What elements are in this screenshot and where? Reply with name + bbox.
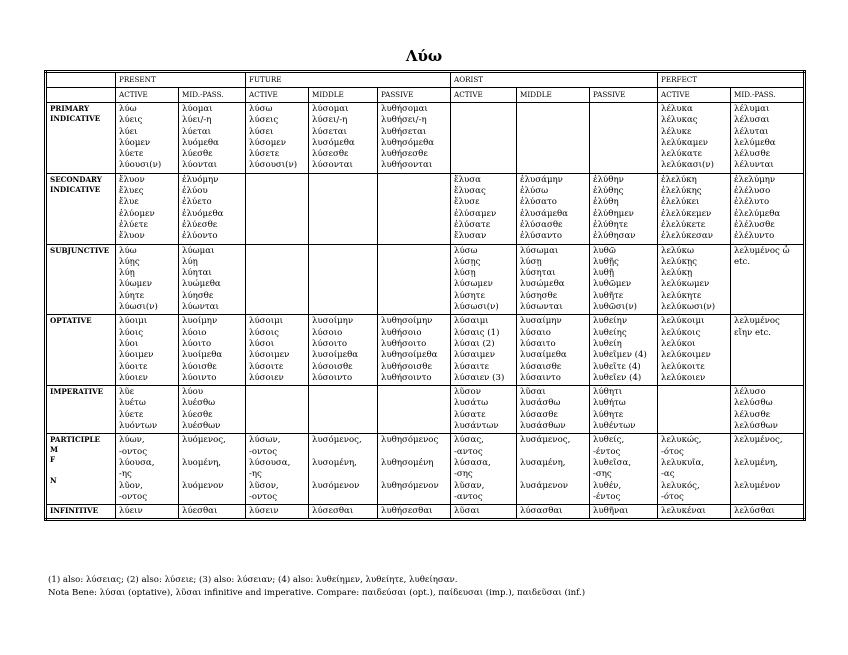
form-cell: ἐλύθην ἐλύθης ἐλύθη ἐλύθημεν ἐλύθητε ἐλύθησαν <box>590 173 658 244</box>
form-cell: λελυκέναι <box>658 505 731 520</box>
form-cell: λυθείην λυθείης λυθείη λυθεῖμεν (4) λυθεῖτε (4) λυθεῖεν (4) <box>590 315 658 386</box>
form-cell: λύσας, -αντος λύσασα, -σης λῦσαν, -αντος <box>451 434 517 505</box>
form-cell: λύειν <box>116 505 179 520</box>
voice-future-passive: PASSIVE <box>378 88 451 103</box>
form-cell <box>246 173 309 244</box>
form-cell: λῦσαι λυσάσθω λύσασθε λυσάσθων <box>517 386 590 434</box>
voice-future-middle: MIDDLE <box>309 88 378 103</box>
form-cell: λυθῆναι <box>590 505 658 520</box>
form-cell: λελύσθαι <box>731 505 805 520</box>
form-cell: λυθῶ λυθῇς λυθῇ λυθῶμεν λυθῆτε λυθῶσι(ν) <box>590 244 658 315</box>
form-cell: λύου λυέσθω λύεσθε λυέσθων <box>179 386 246 434</box>
form-cell: λέλυμαι λέλυσαι λέλυται λελύμεθα λέλυσθε λέλυνται <box>731 103 805 174</box>
form-cell: λύω λύῃς λύῃ λύωμεν λύητε λύωσι(ν) <box>116 244 179 315</box>
form-cell: λελύκω λελύκῃς λελύκῃ λελύκωμεν λελύκητε λελύκωσι(ν) <box>658 244 731 315</box>
form-cell: λύσοιμι λύσοις λύσοι λύσοιμεν λύσοιτε λύσοιεν <box>246 315 309 386</box>
footnotes <box>48 574 585 600</box>
tense-header-row <box>46 72 805 88</box>
form-cell: λῦε λυέτω λύετε λυόντων <box>116 386 179 434</box>
form-cell: λύωμαι λύῃ λύηται λυώμεθα λύησθε λύωνται <box>179 244 246 315</box>
tense-perfect: PERFECT <box>658 72 805 88</box>
mood-label-participle <box>46 434 116 505</box>
mood-label-subjunctive: SUBJUNCTIVE <box>46 244 116 315</box>
form-cell: λύων, -οντος λύουσα, -ης λῦον, -οντος <box>116 434 179 505</box>
mood-label-primary: PRIMARY INDICATIVE <box>46 103 116 174</box>
form-cell: λυσόμενος, λυσομένη, λυσόμενον <box>309 434 378 505</box>
form-cell: λύσω λύσεις λύσει λύσομεν λύσετε λύσουσι(ν) <box>246 103 309 174</box>
voice-header-row <box>46 88 805 103</box>
form-cell: λυοίμην λύοιο λύοιτο λυοίμεθα λύοισθε λύοιντο <box>179 315 246 386</box>
form-cell: λυθήσομαι λυθήσει/-η λυθήσεται λυθησόμεθα λυθήσεσθε λυθήσονται <box>378 103 451 174</box>
nota-bene-label: Nota Bene <box>48 588 95 598</box>
form-cell: λύσωμαι λύσῃ λύσηται λυσώμεθα λύσησθε λύσωνται <box>517 244 590 315</box>
mood-label-imperative: IMPERATIVE <box>46 386 116 434</box>
form-cell: λύσων, -οντος λύσουσα, -ης λῦσον, -οντος <box>246 434 309 505</box>
form-cell: ἐλελύκη ἐλελύκης ἐλελύκει ἐλελύκεμεν ἐλελύκετε ἐλελύκεσαν <box>658 173 731 244</box>
form-cell: λυσαίμην λύσαιο λύσαιτο λυσαίμεθα λύσαισθε λύσαιντο <box>517 315 590 386</box>
form-cell: λύεσθαι <box>179 505 246 520</box>
tense-aorist: AORIST <box>451 72 658 88</box>
corner-cell <box>46 88 116 103</box>
form-cell: λύω λύεις λύει λύομεν λύετε λύουσι(ν) <box>116 103 179 174</box>
form-cell <box>246 244 309 315</box>
form-cell: ἐλελύμην ἐλέλυσο ἐλέλυτο ἐλελύμεθα ἐλέλυσθε ἐλέλυντο <box>731 173 805 244</box>
form-cell <box>309 386 378 434</box>
gender-neuter: N <box>50 476 57 486</box>
form-cell <box>590 103 658 174</box>
row-infinitive <box>46 505 805 520</box>
tense-present: PRESENT <box>116 72 246 88</box>
mood-label-optative: OPTATIVE <box>46 315 116 386</box>
form-cell <box>451 103 517 174</box>
nota-bene <box>48 587 585 600</box>
mood-label-secondary: SECONDARY INDICATIVE <box>46 173 116 244</box>
form-cell: λύσαιμι λύσαις (1) λύσαι (2) λύσαιμεν λύσαιτε λύσαιεν (3) <box>451 315 517 386</box>
footnote-variants: (1) also: λύσειας; (2) also: λύσειε; (3) also: λύσειαν; (4) also: λυθείημεν, λυθείητε, λυθείησαν. <box>48 575 458 585</box>
nota-bene-text: : λύσαι (optative), λῦσαι infinitive and imperative. Compare: παιδεύσαι (opt.), παίδευσαι (imp.), παιδεῦσαι (inf.) <box>94 588 586 598</box>
form-cell: ἐλυσάμην ἐλύσω ἐλύσατο ἐλυσάμεθα ἐλύσασθε ἐλύσαντο <box>517 173 590 244</box>
form-cell: λύσομαι λύσει/-η λύσεται λυσόμεθα λύσεσθε λύσονται <box>309 103 378 174</box>
form-cell: λύσασθαι <box>517 505 590 520</box>
form-cell: λελυμένος, λελυμένη, λελυμένον <box>731 434 805 505</box>
form-cell: λελυμένος ὦ etc. <box>731 244 805 315</box>
row-participle <box>46 434 805 505</box>
voice-aorist-middle: MIDDLE <box>517 88 590 103</box>
form-cell: λύσεσθαι <box>309 505 378 520</box>
form-cell: λῦσαι <box>451 505 517 520</box>
voice-aorist-active: ACTIVE <box>451 88 517 103</box>
form-cell: λελυμένος εἴην etc. <box>731 315 805 386</box>
form-cell: ἐλυόμην ἐλύου ἐλύετο ἐλυόμεθα ἐλύεσθε ἐλύοντο <box>179 173 246 244</box>
row-optative <box>46 315 805 386</box>
form-cell: λυόμενος, λυομένη, λυόμενον <box>179 434 246 505</box>
form-cell: λύσειν <box>246 505 309 520</box>
form-cell <box>378 244 451 315</box>
form-cell: λέλυσο λελύσθω λέλυσθε λελύσθων <box>731 386 805 434</box>
form-cell: λέλυκα λέλυκας λέλυκε λελύκαμεν λελύκατε λελύκασι(ν) <box>658 103 731 174</box>
form-cell <box>309 244 378 315</box>
form-cell <box>658 386 731 434</box>
voice-aorist-passive: PASSIVE <box>590 88 658 103</box>
form-cell <box>378 173 451 244</box>
form-cell: λυθήσεσθαι <box>378 505 451 520</box>
form-cell: λύθητι λυθήτω λύθητε λυθέντων <box>590 386 658 434</box>
form-cell <box>309 173 378 244</box>
gender-feminine: F <box>50 455 56 465</box>
gender-masculine: M <box>50 445 58 455</box>
form-cell <box>378 386 451 434</box>
voice-present-midpass: MID.-PASS. <box>179 88 246 103</box>
row-primary-indicative <box>46 103 805 174</box>
form-cell: λῦσον λυσάτω λύσατε λυσάντων <box>451 386 517 434</box>
form-cell: λυθησοίμην λυθήσοιο λυθήσοιτο λυθησοίμεθα λυθήσοισθε λυθήσοιντο <box>378 315 451 386</box>
form-cell: λυθείς, -έντος λυθεῖσα, -σης λυθέν, -έντος <box>590 434 658 505</box>
corner-cell <box>46 72 116 88</box>
page-title: Λύω <box>405 47 443 65</box>
form-cell: λύσω λύσῃς λύσῃ λύσωμεν λύσητε λύσωσι(ν) <box>451 244 517 315</box>
form-cell: ἔλυον ἔλυες ἔλυε ἐλύομεν ἐλύετε ἔλυον <box>116 173 179 244</box>
voice-future-active: ACTIVE <box>246 88 309 103</box>
voice-present-active: ACTIVE <box>116 88 179 103</box>
form-cell: λελυκώς, -ότος λελυκυῖα, -ας λελυκός, -ότος <box>658 434 731 505</box>
voice-perfect-active: ACTIVE <box>658 88 731 103</box>
row-secondary-indicative <box>46 173 805 244</box>
form-cell <box>246 386 309 434</box>
row-subjunctive <box>46 244 805 315</box>
tense-future: FUTURE <box>246 72 451 88</box>
form-cell <box>517 103 590 174</box>
row-imperative <box>46 386 805 434</box>
voice-perfect-midpass: MID.-PASS. <box>731 88 805 103</box>
form-cell: λυσοίμην λύσοιο λύσοιτο λυσοίμεθα λύσοισθε λύσοιντο <box>309 315 378 386</box>
participle-label: PARTICIPLE <box>50 435 101 445</box>
form-cell: ἔλυσα ἔλυσας ἔλυσε ἐλύσαμεν ἐλύσατε ἔλυσαν <box>451 173 517 244</box>
conjugation-table <box>44 70 806 521</box>
form-cell: λελύκοιμι λελύκοις λελύκοι λελύκοιμεν λελύκοιτε λελύκοιεν <box>658 315 731 386</box>
form-cell: λυσάμενος, λυσαμένη, λυσάμενον <box>517 434 590 505</box>
form-cell: λυθησόμενος λυθησομένη λυθησόμενον <box>378 434 451 505</box>
form-cell: λύοιμι λύοις λύοι λύοιμεν λύοιτε λύοιεν <box>116 315 179 386</box>
mood-label-infinitive: INFINITIVE <box>46 505 116 520</box>
form-cell: λύομαι λύει/-η λύεται λυόμεθα λύεσθε λύονται <box>179 103 246 174</box>
